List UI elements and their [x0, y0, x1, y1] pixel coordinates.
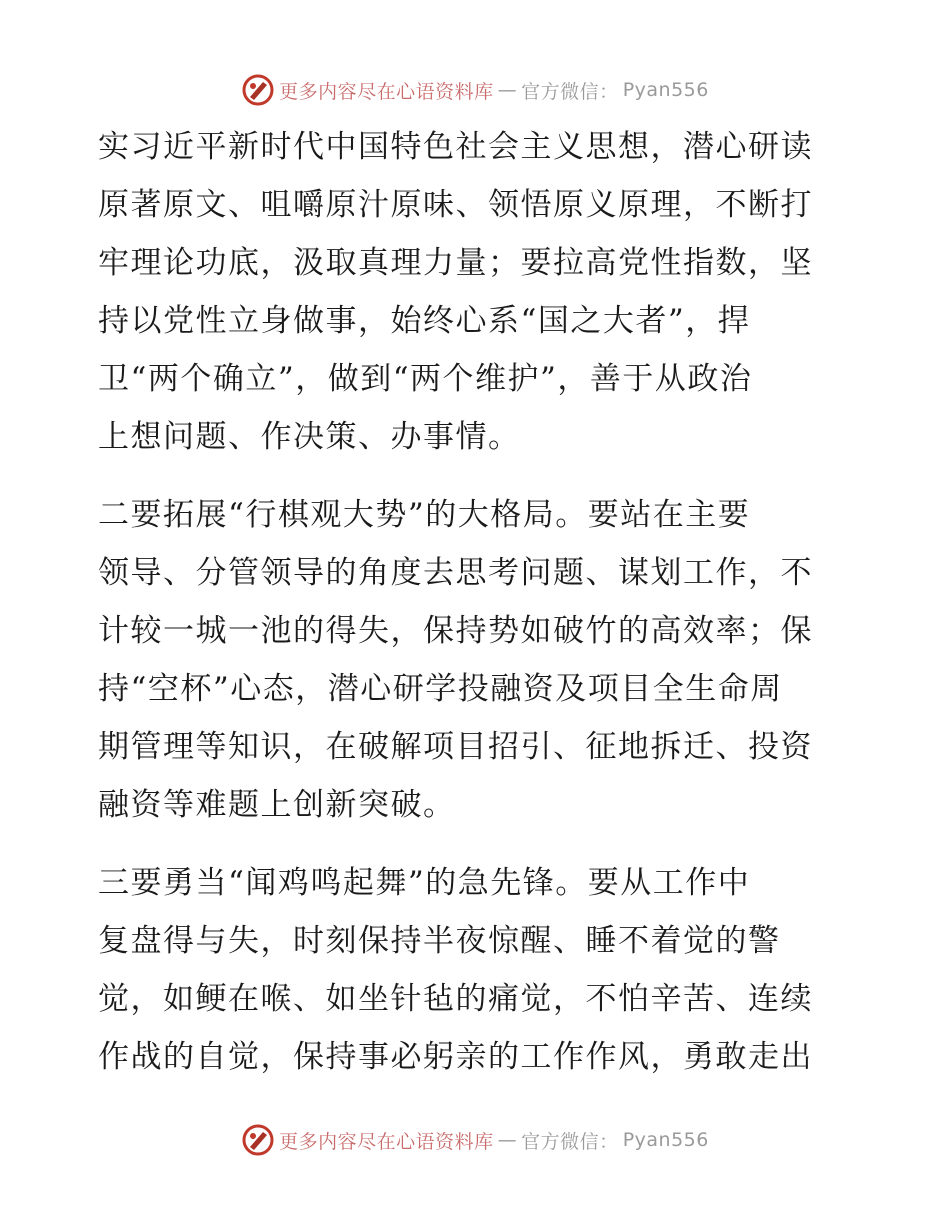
text-line: 领导、分管领导的角度去思考问题、谋划工作，不: [98, 555, 813, 591]
watermark-label: 官方微信：: [521, 80, 619, 103]
logo-icon: [241, 1123, 275, 1157]
text-line: 牢理论功底，汲取真理力量；要拉高党性指数，坚: [98, 245, 813, 281]
watermark-id: Pyan556: [622, 79, 709, 101]
watermark-header: [0, 70, 950, 110]
text-line: 二要拓展“行棋观大势”的大格局。要站在主要: [98, 497, 751, 533]
text-line: 持“空杯”心态，潜心研学投融资及项目全生命周: [98, 671, 783, 707]
text-line: 作战的自觉，保持事必躬亲的工作作风，勇敢走出: [98, 1039, 813, 1075]
text-line: 期管理等知识，在破解项目招引、征地拆迁、投资: [98, 729, 813, 765]
text-line: 持以党性立身做事，始终心系“国之大者”，捍: [98, 303, 751, 339]
text-line: 实习近平新时代中国特色社会主义思想，潜心研读: [98, 129, 813, 165]
watermark-dash: —: [497, 79, 518, 101]
text-line: 原著原文、咀嚼原汁原味、领悟原义原理，不断打: [98, 187, 813, 223]
text-line: 三要勇当“闻鸡鸣起舞”的急先锋。要从工作中: [98, 865, 751, 901]
logo-icon: [241, 73, 275, 107]
watermark-lead-text: 更多内容尽在心语资料库: [279, 1130, 494, 1153]
paragraph-3: [98, 854, 858, 1086]
watermark-id: Pyan556: [622, 1129, 709, 1151]
paragraph-1: [98, 118, 858, 466]
watermark-dash: —: [497, 1129, 518, 1151]
text-line: 上想问题、作决策、办事情。: [98, 419, 521, 455]
watermark-label: 官方微信：: [521, 1130, 619, 1153]
paragraph-spacer: [98, 834, 858, 854]
paragraph-spacer: [98, 466, 858, 486]
text-line: 融资等难题上创新突破。: [98, 787, 456, 823]
text-line: 计较一城一池的得失，保持势如破竹的高效率；保: [98, 613, 813, 649]
text-line: 卫“两个确立”，做到“两个维护”，善于从政治: [98, 361, 753, 397]
document-body: [98, 118, 858, 1086]
text-line: 复盘得与失，时刻保持半夜惊醒、睡不着觉的警: [98, 923, 781, 959]
text-line: 觉，如鲠在喉、如坐针毡的痛觉，不怕辛苦、连续: [98, 981, 813, 1017]
watermark-footer: [0, 1120, 950, 1160]
paragraph-2: [98, 486, 858, 834]
watermark-lead-text: 更多内容尽在心语资料库: [279, 80, 494, 103]
